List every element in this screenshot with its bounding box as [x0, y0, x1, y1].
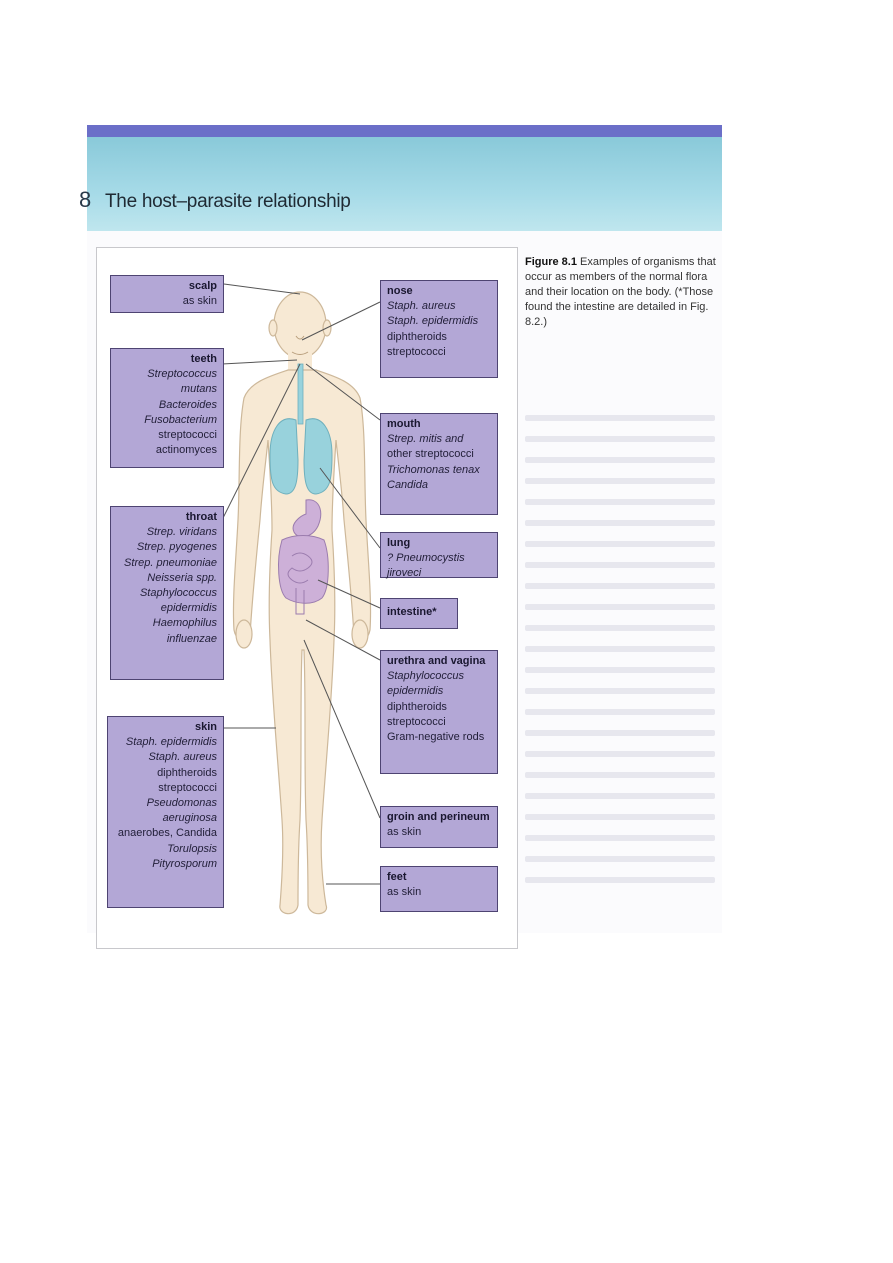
box-urethra-item: diphtheroids	[387, 700, 447, 713]
left-ear	[269, 320, 277, 336]
chapter-number: 8	[79, 187, 92, 212]
box-skin-item: streptococci	[158, 781, 217, 794]
box-mouth-item: Candida	[387, 478, 428, 491]
box-throat-item: Neisseria spp.	[147, 571, 217, 584]
box-intestine-title: intestine*	[387, 606, 437, 618]
box-skin-item: Pseudomonas	[146, 797, 217, 810]
box-scalp-title: scalp	[188, 280, 217, 292]
box-skin-item: Staph. epidermidis	[125, 736, 217, 749]
box-skin-item: aeruginosa	[162, 812, 217, 825]
box-teeth	[110, 348, 224, 468]
box-nose-title: nose	[387, 285, 413, 297]
left-hand	[236, 620, 252, 648]
trachea	[298, 364, 303, 424]
box-nose-item: streptococci	[387, 345, 446, 358]
box-skin-item: Torulopsis	[167, 842, 217, 855]
figure-label: Figure 8.1	[525, 256, 577, 268]
box-groin-perineum	[380, 806, 498, 848]
box-throat-item: epidermidis	[160, 602, 217, 615]
box-feet-item: as skin	[387, 886, 422, 899]
box-nose-item: Staph. aureus	[387, 300, 456, 313]
box-feet-title: feet	[387, 871, 407, 883]
box-mouth	[380, 413, 498, 515]
box-throat	[110, 506, 224, 680]
box-teeth-item: Fusobacterium	[144, 413, 217, 426]
caption-text: Examples of organisms that occur as members of the normal flora and their location on the body. (*Those found the intestine are detailed in Fig. 8.2.)	[525, 256, 716, 328]
box-teeth-item: streptococci	[158, 429, 217, 442]
box-lung-title: lung	[387, 537, 411, 549]
box-feet	[380, 866, 498, 912]
box-throat-item: Strep. pneumoniae	[124, 556, 217, 569]
box-nose	[380, 280, 498, 378]
box-skin-item: diphtheroids	[157, 766, 217, 779]
box-teeth-item: Streptococcus mutans	[147, 368, 217, 396]
box-throat-item: Haemophilus	[152, 617, 217, 630]
box-urethra-item: epidermidis	[387, 685, 444, 698]
box-nose-item: Staph. epidermidis	[387, 315, 479, 328]
faded-body-text	[525, 415, 715, 935]
box-urethra-item: Gram-negative rods	[387, 731, 485, 744]
box-groin-item: as skin	[387, 826, 422, 839]
box-throat-item: influenzae	[166, 632, 217, 645]
box-scalp	[110, 275, 224, 313]
box-urethra-vagina	[380, 650, 498, 774]
box-mouth-item: Strep. mitis and	[387, 433, 464, 446]
box-nose-item: diphtheroids	[387, 330, 447, 343]
box-throat-title: throat	[185, 511, 217, 523]
box-scalp-item: as skin	[182, 295, 217, 308]
chapter-header-band	[79, 125, 722, 231]
box-mouth-item: other streptococci	[387, 448, 474, 461]
box-intestine	[380, 598, 458, 629]
right-hand	[352, 620, 368, 648]
box-skin-item: Pityrosporum	[152, 857, 217, 870]
torso-and-limbs	[233, 370, 370, 914]
box-urethra-item: streptococci	[387, 715, 446, 728]
box-skin-title: skin	[194, 721, 217, 733]
box-teeth-item: Bacteroides	[158, 398, 217, 411]
head	[274, 292, 326, 358]
box-groin-title: groin and perineum	[387, 811, 490, 823]
box-urethra-item: Staphylococcus	[387, 670, 465, 683]
box-mouth-title: mouth	[387, 418, 421, 430]
box-throat-item: Strep. viridans	[146, 526, 217, 539]
scalp-connector	[224, 284, 300, 294]
box-teeth-item: actinomyces	[155, 444, 217, 457]
box-throat-item: Staphylococcus	[139, 587, 217, 600]
box-lung	[380, 532, 498, 578]
right-lung	[304, 419, 332, 494]
box-skin-item: Staph. aureus	[148, 751, 217, 764]
box-mouth-item: Trichomonas tenax	[387, 463, 480, 476]
chapter-title: The host–parasite relationship	[105, 191, 351, 212]
figure-caption	[525, 255, 722, 330]
box-lung-item: ? Pneumocystis jiroveci	[387, 552, 465, 580]
box-teeth-title: teeth	[190, 353, 217, 365]
box-urethra-title: urethra and vagina	[387, 655, 486, 667]
teeth-connector	[222, 360, 297, 364]
box-skin-item: anaerobes, Candida	[117, 827, 217, 840]
box-skin	[107, 716, 224, 908]
box-throat-item: Strep. pyogenes	[136, 541, 217, 554]
left-lung	[270, 419, 298, 494]
